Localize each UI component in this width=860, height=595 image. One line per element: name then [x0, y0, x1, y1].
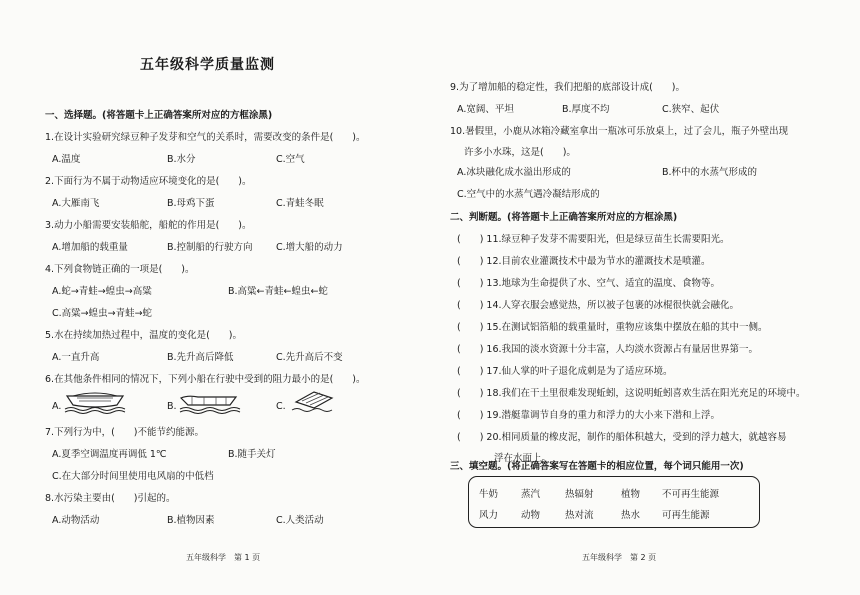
q3-option-b: B.控制船的行驶方向 — [167, 242, 253, 253]
q8-option-a: A.动物活动 — [52, 515, 100, 526]
section-3-heading: 三、填空题。(将正确答案写在答题卡的相应位置，每个词只能用一次) — [450, 461, 744, 472]
judge-item-19: ( ) 19.潜艇靠调节自身的重力和浮力的大小来下潜和上浮。 — [457, 410, 721, 421]
q3-option-a: A.增加船的载重量 — [52, 242, 128, 253]
question-10-stem-line2: 许多小水珠，这是( )。 — [464, 147, 576, 158]
q9-option-a: A.宽阔、平坦 — [457, 104, 514, 115]
word-bank-item: 风力 — [479, 510, 499, 521]
q7-option-b: B.随手关灯 — [228, 449, 276, 460]
word-bank-item: 热对流 — [565, 510, 594, 521]
q4-option-a: A.蛇→青蛙→蝗虫→高粱 — [52, 286, 152, 297]
word-bank-item: 蒸汽 — [521, 489, 541, 500]
word-bank-item: 热水 — [621, 510, 641, 521]
q10-option-c: C.空气中的水蒸气遇冷凝结形成的 — [457, 189, 600, 200]
boat-c-image — [290, 388, 338, 414]
q5-option-c: C.先升高后不变 — [276, 352, 343, 363]
judge-item-20: ( ) 20.相同质量的橡皮泥，制作的船体积越大，受到的浮力越大，就越容易 — [457, 432, 787, 443]
judge-item-13: ( ) 13.地球为生命提供了水、空气、适宜的温度、食物等。 — [457, 278, 721, 289]
question-2-stem: 2.下面行为不属于动物适应环境变化的是( )。 — [45, 176, 252, 187]
q5-option-a: A.一直升高 — [52, 352, 100, 363]
q2-option-c: C.青蛙冬眠 — [276, 198, 324, 209]
q7-option-c: C.在大部分时间里使用电风扇的中低档 — [52, 471, 214, 482]
q9-option-b: B.厚度不均 — [562, 104, 610, 115]
q1-option-a: A.温度 — [52, 154, 81, 165]
word-bank-item: 牛奶 — [479, 489, 499, 500]
q6-option-c: C. — [276, 401, 286, 412]
word-bank-item: 热辐射 — [565, 489, 594, 500]
question-8-stem: 8.水污染主要由( )引起的。 — [45, 493, 176, 504]
question-4-stem: 4.下列食物链正确的一项是( )。 — [45, 264, 195, 275]
question-9-stem: 9.为了增加船的稳定性，我们把船的底部设计成( )。 — [450, 82, 685, 93]
judge-item-11: ( ) 11.绿豆种子发芽不需要阳光，但是绿豆苗生长需要阳光。 — [457, 234, 730, 245]
question-10-stem-line1: 10.暑假里，小鹿从冰箱冷藏室拿出一瓶冰可乐放桌上，过了会儿，瓶子外壁出现 — [450, 126, 789, 137]
word-bank-item: 动物 — [521, 510, 541, 521]
word-bank-item: 植物 — [621, 489, 641, 500]
judge-item-20-continued: 浮在水面上。 — [494, 453, 552, 464]
q9-option-c: C.狭窄、起伏 — [662, 104, 720, 115]
question-7-stem: 7.下列行为中，( )不能节约能源。 — [45, 427, 204, 438]
q10-option-b: B.杯中的水蒸气形成的 — [662, 167, 758, 178]
q5-option-b: B.先升高后降低 — [167, 352, 234, 363]
page-title: 五年级科学质量监测 — [140, 57, 275, 73]
word-bank-item: 不可再生能源 — [662, 489, 720, 500]
word-bank-item: 可再生能源 — [662, 510, 710, 521]
boat-b-image — [178, 388, 242, 414]
word-bank-box — [468, 476, 760, 528]
section-2-heading: 二、判断题。(将答题卡上正确答案所对应的方框涂黑) — [450, 212, 678, 223]
question-6-stem: 6.在其他条件相同的情况下，下列小船在行驶中受到的阻力最小的是( )。 — [45, 374, 366, 385]
judge-item-14: ( ) 14.人穿衣服会感觉热，所以被子包裹的冰棍很快就会融化。 — [457, 300, 740, 311]
q4-option-c: C.高粱→蝗虫→青蛙→蛇 — [52, 308, 153, 319]
question-3-stem: 3.动力小船需要安装船舵，船舵的作用是( )。 — [45, 220, 252, 231]
boat-a-image — [63, 388, 127, 414]
q6-option-b: B. — [167, 401, 177, 412]
q1-option-c: C.空气 — [276, 154, 305, 165]
q1-option-b: B.水分 — [167, 154, 196, 165]
question-5-stem: 5.水在持续加热过程中，温度的变化是( )。 — [45, 330, 242, 341]
q7-option-a: A.夏季空调温度再调低 1℃ — [52, 449, 167, 460]
judge-item-12: ( ) 12.目前农业灌溉技术中最为节水的灌溉技术是喷灌。 — [457, 256, 711, 267]
judge-item-17: ( ) 17.仙人掌的叶子退化成刺是为了适应环境。 — [457, 366, 673, 377]
q2-option-a: A.大雁南飞 — [52, 198, 100, 209]
q3-option-c: C.增大船的动力 — [276, 242, 343, 253]
judge-item-18: ( ) 18.我们在干土里很难发现蚯蚓，这说明蚯蚓喜欢生活在阳光充足的环境中。 — [457, 388, 806, 399]
q10-option-a: A.冰块融化成水溢出形成的 — [457, 167, 571, 178]
q8-option-b: B.植物因素 — [167, 515, 215, 526]
judge-item-15: ( ) 15.在测试铝箔船的载重量时，重物应该集中摆放在船的其中一侧。 — [457, 322, 768, 333]
q2-option-b: B.母鸡下蛋 — [167, 198, 215, 209]
page-2-footer: 五年级科学 第 2 页 — [582, 553, 657, 562]
page-2 — [430, 0, 860, 595]
page-1-footer: 五年级科学 第 1 页 — [186, 553, 261, 562]
section-1-heading: 一、选择题。(将答题卡上正确答案所对应的方框涂黑) — [45, 110, 273, 121]
q8-option-c: C.人类活动 — [276, 515, 324, 526]
question-1-stem: 1.在设计实验研究绿豆种子发芽和空气的关系时，需要改变的条件是( )。 — [45, 132, 366, 143]
q4-option-b: B.高粱←青蛙←蝗虫←蛇 — [228, 286, 328, 297]
judge-item-16: ( ) 16.我国的淡水资源十分丰富，人均淡水资源占有量居世界第一。 — [457, 344, 759, 355]
q6-option-a: A. — [52, 401, 62, 412]
